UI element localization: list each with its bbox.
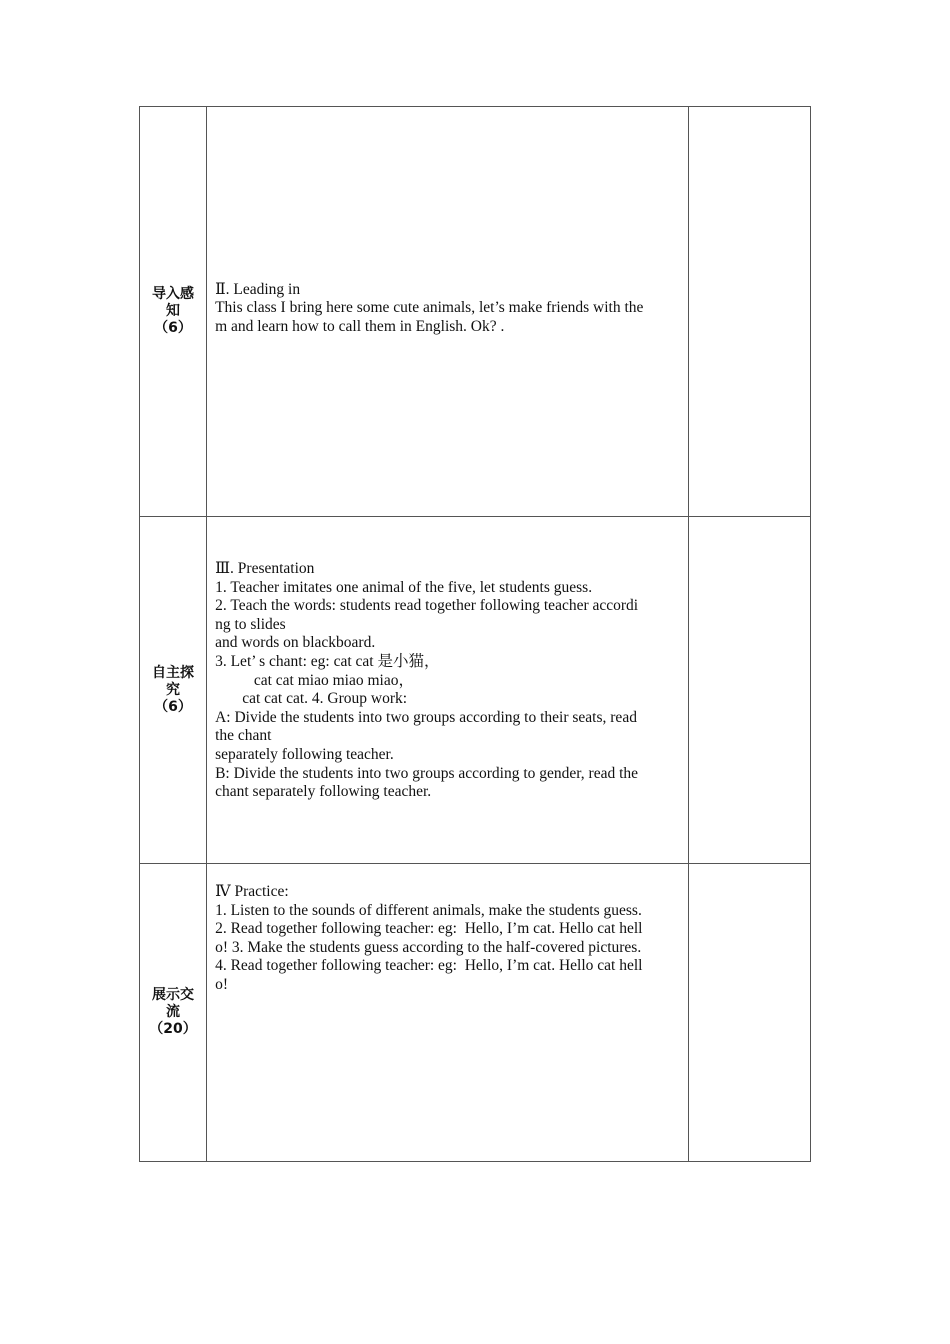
text-line: o! [215,975,229,993]
lesson-plan-table [139,106,811,1162]
text-line: This class I bring here some cute animals, let’s make friends with the [215,299,644,317]
text-line: the chant [215,727,272,745]
section-heading: Ⅲ. Presentation [215,560,315,577]
text-line: 2. Read together following teacher: eg: Hello, I’m cat. Hello cat hell [215,920,643,938]
text-line: 4. Read together following teacher: eg: Hello, I’m cat. Hello cat hell [215,957,643,975]
text-line: 3. Let’ s chant: eg: cat cat 是小猫， [215,652,440,670]
stage-cell [140,517,207,864]
text-line: chant separately following teacher. [215,783,432,801]
stage-cell [140,107,207,517]
stage-name: 展示交流 [152,987,195,1020]
content-cell [207,864,689,1162]
text-line: cat cat miao miao miao， [215,671,414,689]
stage-name: 导入感知 [152,286,195,319]
notes-cell [688,517,810,864]
content-cell [207,107,689,517]
stage-time: （6） [154,320,192,336]
text-line: 2. Teach the words: students read together following teacher accordi [215,597,639,615]
section-heading: Ⅳ Practice: [215,883,289,900]
stage-name: 自主探究 [152,664,195,698]
text-line: B: Divide the students into two groups according to gender, read the [215,764,639,782]
section-heading: Ⅱ. Leading in [215,280,301,298]
text-line: ng to slides [215,615,286,633]
content-cell [207,517,689,864]
text-line: o! 3. Make the students guess according to the half-covered pictures. [215,938,642,956]
stage-cell [140,864,207,1162]
table-row [140,864,811,1162]
stage-time: （20） [149,1021,197,1037]
text-line: separately following teacher. [215,745,394,763]
stage-time: （6） [154,698,192,715]
table-row [140,107,811,517]
text-line: 1. Teacher imitates one animal of the five, let students guess. [215,578,593,596]
notes-cell [688,864,810,1162]
text-line: and words on blackboard. [215,634,376,652]
table-row [140,517,811,864]
text-line: cat cat cat. 4. Group work: [215,690,408,708]
text-line: A: Divide the students into two groups according to their seats, read [215,708,637,726]
notes-cell [688,107,810,517]
text-line: m and learn how to call them in English. Ok? . [215,317,505,335]
text-line: 1. Listen to the sounds of different animals, make the students guess. [215,901,642,919]
